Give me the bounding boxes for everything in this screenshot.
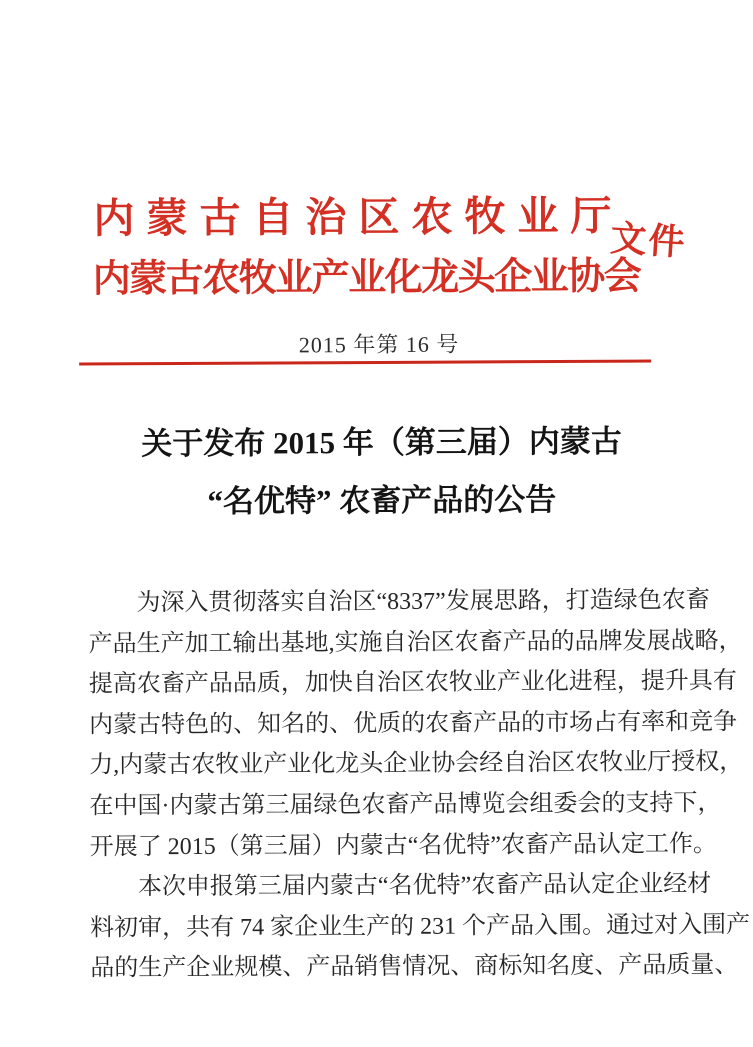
doc-body <box>88 580 751 989</box>
doc-title-line2: “名优特” 农畜产品的公告 <box>207 482 557 519</box>
body-line: 本次申报第三届内蒙古“名优特”农畜产品认定企业经材 <box>137 871 712 901</box>
body-line: 内蒙古特色的、知名的、优质的农畜产品的市场占有率和竞争 <box>88 708 738 739</box>
body-line: 力,内蒙古农牧业产业化龙头企业协会经自治区农牧业厅授权， <box>89 749 744 779</box>
body-line: 在中国·内蒙古第三届绿色农畜产品博览会组委会的支持下， <box>89 790 722 820</box>
body-line: 为深入贯彻落实自治区“8337”发展思路，打造绿色农畜 <box>136 587 710 617</box>
issuer-name-line2: 内蒙古农牧业产业化龙头企业协会 <box>92 255 641 301</box>
red-separator-line <box>79 360 651 366</box>
body-line: 提高农畜产品品质，加快自治区农牧业产业化进程，提升具有 <box>88 668 737 698</box>
doc-title-line1: 关于发布 2015 年（第三届）内蒙古 <box>141 423 622 462</box>
body-line: 产品生产加工输出基地,实施自治区农畜产品的品牌发展战略， <box>88 627 743 658</box>
doc-number: 2015 年第 16 号 <box>298 331 460 358</box>
doc-title <box>0 412 753 532</box>
issuer-name-line1: 内蒙古自治区农牧业厅 <box>93 192 624 242</box>
body-line: 料初审，共有 74 家企业生产的 231 个产品入围。通过对入围产 <box>90 911 751 942</box>
body-line: 开展了 2015（第三届）内蒙古“名优特”农畜产品认定工作。 <box>89 830 718 861</box>
body-line: 品的生产企业规模、产品销售情况、商标知名度、产品质量、 <box>90 952 739 982</box>
doc-type-label: 文件 <box>609 218 688 263</box>
